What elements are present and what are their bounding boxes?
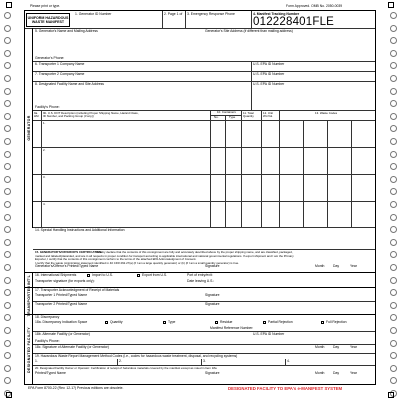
perforation-hole	[4, 201, 11, 208]
certification-text-3: Exporter, I certify that the contents of this consignment conform to the terms of the attached EPA Acknowledgment of Consent.	[35, 257, 197, 261]
alternate-facility-phone-label: Facility's Phone:	[35, 339, 60, 343]
instructions-text: Please print or type.	[30, 4, 61, 8]
perforation-hole	[390, 251, 397, 258]
import-label: Import to U.S.	[92, 273, 113, 277]
full-rejection-checkbox[interactable]	[321, 321, 324, 324]
transporter1-label: 6. Transporter 1 Company Name	[35, 62, 85, 66]
alternate-day-label: Day	[333, 345, 340, 349]
offeror-printed-name-label: Generator's/Offeror's Printed/Typed Name	[35, 264, 99, 268]
perforation-hole	[390, 239, 397, 246]
offeror-month-label: Month	[315, 264, 325, 268]
quantity-checkbox[interactable]	[105, 321, 108, 324]
certification-text-1: I hereby declare that the contents of this consignment are fully and accurately described above by the proper shipping name, and are classified, packaged,	[95, 250, 293, 254]
alternate-facility-label: 18b. Alternate Facility (or Generator)	[35, 332, 90, 336]
perforation-hole	[4, 264, 11, 271]
perforation-hole	[390, 377, 397, 384]
perforation-hole	[390, 75, 397, 82]
discrepancy-label: 18. Discrepancy	[35, 315, 60, 319]
perforation-hole	[4, 188, 11, 195]
alternate-month-label: Month	[315, 345, 325, 349]
tracking-number-label: 4. Manifest Tracking Number	[253, 12, 300, 16]
waste-report-4: 4.	[287, 359, 290, 363]
perforation-hole	[390, 277, 397, 284]
perforation-hole	[4, 37, 11, 44]
facility-epa-label: U.S. EPA ID Number	[253, 82, 285, 86]
perforation-hole	[4, 226, 11, 233]
operator-signature-label: Signature	[205, 371, 220, 375]
partial-rejection-checkbox[interactable]	[263, 321, 266, 324]
partial-rejection-label: Partial Rejection	[268, 320, 293, 324]
col-type-label: Type	[229, 115, 236, 119]
operator-month-label: Month	[315, 371, 325, 375]
right-perforation-strip	[386, 0, 400, 400]
perforation-hole	[390, 37, 397, 44]
col-unit-label: 12. Unit Wt./Vol.	[263, 111, 273, 119]
operator-printed-name-label: Printed/Typed Name	[35, 371, 66, 375]
perforation-hole	[390, 226, 397, 233]
perforation-hole	[390, 340, 397, 347]
operator-certification-label: 20. Designated Facility Owner or Operator: Certification of receipt of hazardous materials covered by the manifest except as noted in Item 18a	[35, 366, 217, 370]
transporter2-label: 7. Transporter 2 Company Name	[35, 72, 85, 76]
col-hm-label: 9a. HM	[34, 111, 39, 119]
perforation-hole	[390, 352, 397, 359]
designated-facility-label: 8. Designated Facility Name and Site Address	[35, 82, 104, 86]
perforation-hole	[390, 25, 397, 32]
perforation-hole	[4, 214, 11, 221]
perforation-hole	[390, 214, 397, 221]
perforation-hole	[4, 377, 11, 384]
perforation-hole	[4, 302, 11, 309]
waste-report-label: 19. Hazardous Waste Report Management Method Codes (i.e., codes for hazardous waste treatment, disposal, and recycling systems)	[35, 354, 238, 358]
quantity-label: Quantity	[110, 320, 123, 324]
transporter2-signature-label: Signature	[205, 302, 220, 306]
transporter-export-signature-label: Transporter signature (for exports only):	[35, 279, 95, 283]
waste-row-4-number: 4.	[43, 202, 46, 206]
perforation-hole	[390, 100, 397, 107]
perforation-hole	[4, 327, 11, 334]
perforation-hole	[390, 327, 397, 334]
col-quantity-label: 11. Total Quantity	[243, 111, 254, 119]
perforation-hole	[4, 163, 11, 170]
perforation-hole	[390, 151, 397, 158]
perforation-hole	[4, 12, 11, 19]
international-section-label: INT'L	[25, 272, 33, 287]
page-label: 2. Page 1 of	[164, 12, 183, 16]
type-label: Type	[168, 320, 176, 324]
import-checkbox[interactable]	[87, 274, 90, 277]
perforation-hole	[390, 113, 397, 120]
waste-report-3: 3.	[203, 359, 206, 363]
perforation-hole	[4, 352, 11, 359]
offeror-day-label: Day	[333, 264, 340, 268]
perforation-hole	[390, 302, 397, 309]
certification-text-4: I certify that the waste minimization statement identified in 40 CFR 262.27(a) (if I am a large quantity generator) or (b) (if I am a small quantity generator) is true.	[35, 260, 240, 265]
registration-mark-top-right	[388, 2, 394, 8]
perforation-hole	[4, 125, 11, 132]
perforation-hole	[390, 88, 397, 95]
perforation-hole	[390, 176, 397, 183]
perforation-hole	[4, 100, 11, 107]
registration-mark-bottom-right	[388, 392, 394, 398]
discrepancy-indication-label: 18a. Discrepancy Indication Space	[35, 320, 88, 324]
perforation-hole	[390, 50, 397, 57]
waste-row-2-number: 2.	[43, 148, 46, 152]
date-leaving-label: Date leaving U.S.:	[187, 279, 215, 283]
perforation-hole	[390, 314, 397, 321]
col-waste-codes-label: 13. Waste Codes	[315, 111, 338, 115]
alternate-year-label: Year	[350, 345, 357, 349]
perforation-hole	[390, 188, 397, 195]
perforation-hole	[390, 163, 397, 170]
alternate-signature-label: 18c. Signature of Alternate Facility (or Generator)	[35, 345, 109, 349]
transporter-ack-label: 17. Transporter Acknowledgment of Receipt of Materials	[35, 288, 120, 292]
perforation-hole	[4, 25, 11, 32]
offeror-year-label: Year	[350, 264, 357, 268]
generator-name-label: 5. Generator's Name and Mailing Address	[35, 29, 98, 33]
full-rejection-label: Full Rejection	[326, 320, 347, 324]
waste-row-1-number: 1.	[43, 121, 46, 125]
residue-label: Residue	[220, 320, 233, 324]
waste-report-1: 1.	[35, 359, 38, 363]
alternate-epa-label: U.S. EPA ID Number	[253, 332, 285, 336]
perforation-hole	[4, 50, 11, 57]
generator-id-label: 1. Generator ID Number	[75, 12, 112, 16]
generator-section-label: GENERATOR	[25, 28, 33, 228]
transporter1-name-label: Transporter 1 Printed/Typed Name	[35, 293, 88, 297]
perforation-hole	[4, 88, 11, 95]
perforation-hole	[390, 125, 397, 132]
generator-phone-label: Generator's Phone:	[35, 56, 65, 60]
tracking-number: 012228401FLE	[253, 16, 335, 28]
perforation-hole	[4, 151, 11, 158]
perforation-hole	[4, 340, 11, 347]
residue-checkbox[interactable]	[215, 321, 218, 324]
col-containers-label: 10. Containers	[217, 110, 236, 114]
perforation-hole	[390, 138, 397, 145]
perforation-hole	[4, 314, 11, 321]
transporter1-epa-label: U.S. EPA ID Number	[253, 62, 285, 66]
transporter2-epa-label: U.S. EPA ID Number	[253, 72, 285, 76]
perforation-hole	[4, 138, 11, 145]
form-approved-text: Form Approved. OMB No. 2050-0039	[286, 4, 343, 8]
type-checkbox[interactable]	[163, 321, 166, 324]
perforation-hole	[4, 289, 11, 296]
perforation-hole	[390, 264, 397, 271]
operator-day-label: Day	[333, 371, 340, 375]
perforation-hole	[4, 239, 11, 246]
certification-text-2: marked and labeled/placarded, and are in all respects in proper condition for transport according to applicable international and national governmental regulations. If export shipment and I am the Primary	[35, 253, 294, 258]
waste-report-2: 2.	[119, 359, 122, 363]
export-label: Export from U.S.	[142, 273, 168, 277]
international-label: 16. International Shipments	[35, 273, 77, 277]
port-label: Port of entry/exit:	[187, 273, 213, 277]
perforation-hole	[4, 113, 11, 120]
facility-phone-label: Facility's Phone:	[35, 105, 60, 109]
transporter-section-label: TRANSPORTER	[25, 287, 33, 314]
col-no-label: No.	[214, 115, 219, 119]
perforation-hole	[390, 289, 397, 296]
copy-destination-label: DESIGNATED FACILITY TO EPA's e-MANIFEST SYSTEM	[228, 386, 343, 391]
transporter2-name-label: Transporter 2 Printed/Typed Name	[35, 302, 88, 306]
operator-year-label: Year	[350, 371, 357, 375]
perforation-hole	[4, 277, 11, 284]
form-number: EPA Form 8700-22 (Rev. 12-17) Previous editions are obsolete.	[28, 386, 124, 390]
export-checkbox[interactable]	[137, 274, 140, 277]
perforation-hole	[4, 365, 11, 372]
designated-facility-section-label: DESIGNATED FACILITY	[25, 314, 33, 385]
perforation-hole	[4, 251, 11, 258]
manifest-reference-label: Manifest Reference Number:	[210, 326, 254, 330]
special-handling-label: 14. Special Handling Instructions and Additional Information	[35, 228, 125, 232]
offeror-signature-label: Signature	[205, 264, 220, 268]
transporter1-signature-label: Signature	[205, 293, 220, 297]
col-description-label: 9b. U.S. DOT Description (including Proper Shipping Name, Hazard Class, ID Number, and Packing Group (if any))	[43, 111, 139, 119]
perforation-hole	[390, 62, 397, 69]
perforation-hole	[4, 62, 11, 69]
perforation-hole	[390, 201, 397, 208]
registration-mark-bottom-left	[6, 392, 12, 398]
manifest-form	[24, 10, 376, 385]
perforation-hole	[4, 75, 11, 82]
left-perforation-strip	[0, 0, 14, 400]
perforation-hole	[4, 176, 11, 183]
form-title: UNIFORM HAZARDOUS WASTE MANIFEST	[26, 13, 70, 27]
site-address-label: Generator's Site Address (if different than mailing address)	[205, 29, 293, 33]
perforation-hole	[390, 365, 397, 372]
perforation-hole	[390, 12, 397, 19]
registration-mark-top-left	[6, 2, 12, 8]
certification-label: 15. GENERATOR'S/OFFEROR'S CERTIFICATION:	[35, 250, 103, 254]
waste-row-3-number: 3.	[43, 175, 46, 179]
emergency-phone-label: 3. Emergency Response Phone	[187, 12, 235, 16]
